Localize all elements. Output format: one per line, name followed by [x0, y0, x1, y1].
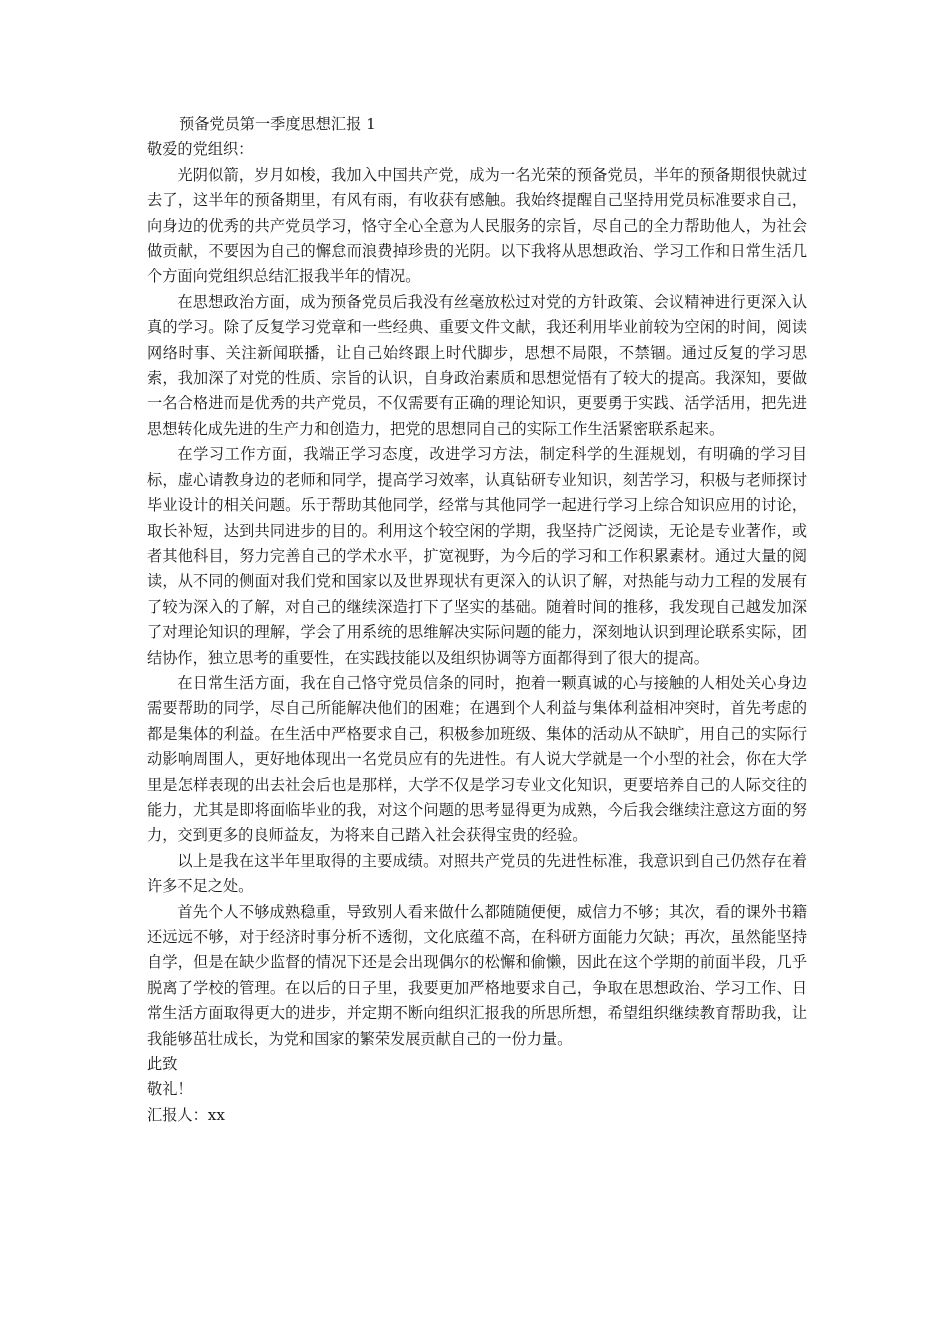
paragraph-shortcomings: 首先个人不够成熟稳重，导致别人看来做什么都随随便便，威信力不够；其次，看的课外书籍还远远不够，对于经济时事分析不透彻，文化底蕴不高，在科研方面能力欠缺；再次，虽然能坚持自学，但是在缺少监督的情况下还是会出现偶尔的松懈和偷懒，因此在这个学期的前面半段，几乎脱离了学校的管理。在以后的日子里，我要更加严格地要求自己，争取在思想政治、学习工作、日常生活方面取得更大的进步，并定期不断向组织汇报我的所思所想，希望组织继续教育帮助我，让我能够茁壮成长，为党和国家的繁荣发展贡献自己的一份力量。: [147, 902, 807, 1048]
signature: 汇报人：xx: [147, 1105, 225, 1124]
paragraph-daily-life: 在日常生活方面，我在自己恪守党员信条的同时，抱着一颗真诚的心与接触的人相处关心身边需要帮助的同学，尽自己所能解决他们的困难；在遇到个人利益与集体利益相冲突时，首先考虑的都是集体的利益。在生活中严格要求自己，积极参加班级、集体的活动从不缺旷，用自己的实际行动影响周围人，更好地体现出一名党员应有的先进性。有人说大学就是一个小型的社会，你在大学里是怎样表现的出去社会后也是那样，大学不仅是学习专业文化知识，更要培养自己的人际交往的能力，尤其是即将面临毕业的我，对这个问题的思考显得更为成熟，今后我会继续注意这方面的努力，交到更多的良师益友，为将来自己踏入社会获得宝贵的经验。: [147, 673, 807, 845]
document-page: [147, 112, 807, 1128]
paragraph-intro: 光阴似箭，岁月如梭，我加入中国共产党，成为一名光荣的预备党员，半年的预备期很快就过去了，这半年的预备期里，有风有雨，有收获有感触。我始终提醒自己坚持用党员标准要求自己，向身边的优秀的共产党员学习，恪守全心全意为人民服务的宗旨，尽自己的全力帮助他人，为社会做贡献，不要因为自己的懈怠而浪费掉珍贵的光阴。以下我将从思想政治、学习工作和日常生活几个方面向党组织总结汇报我半年的情况。: [147, 165, 807, 286]
salutation: 敬爱的党组织：: [147, 140, 254, 159]
closing-cizhi: 此致: [147, 1055, 178, 1074]
paragraph-summary: 以上是我在这半年里取得的主要成绩。对照共产党员的先进性标准，我意识到自己仍然存在着许多不足之处。: [147, 851, 807, 896]
paragraph-study-work: 在学习工作方面，我端正学习态度，改进学习方法，制定科学的生涯规划，有明确的学习目标，虚心请教身边的老师和同学，提高学习效率，认真钻研专业知识，刻苦学习，积极与老师探讨毕业设计的相关问题。乐于帮助其他同学，经常与其他同学一起进行学习上综合知识应用的讨论，取长补短，达到共同进步的目的。利用这个较空闲的学期，我坚持广泛阅读，无论是专业著作，或者其他科目，努力完善自己的学术水平，扩宽视野，为今后的学习和工作积累素材。通过大量的阅读，从不同的侧面对我们党和国家以及世界现状有更深入的认识了解，对热能与动力工程的发展有了较为深入的了解，对自己的继续深造打下了坚实的基础。随着时间的推移，我发现自己越发加深了对理论知识的理解，学会了用系统的思维解决实际问题的能力，深刻地认识到理论联系实际，团结协作，独立思考的重要性，在实践技能以及组织协调等方面都得到了很大的提高。: [147, 445, 807, 667]
closing-jingli: 敬礼！: [147, 1080, 193, 1099]
document-title: 预备党员第一季度思想汇报 1: [179, 115, 376, 133]
paragraph-political: 在思想政治方面，成为预备党员后我没有丝毫放松过对党的方针政策、会议精神进行更深入认真的学习。除了反复学习党章和一些经典、重要文件文献，我还利用毕业前较为空闲的时间，阅读网络时事、关注新闻联播，让自己始终跟上时代脚步，思想不局限，不禁锢。通过反复的学习思索，我加深了对党的性质、宗旨的认识，自身政治素质和思想觉悟有了较大的提高。我深知，要做一名合格进而是优秀的共产党员，不仅需要有正确的理论知识，更要勇于实践、活学活用，把先进思想转化成先进的生产力和创造力，把党的思想同自己的实际工作生活紧密联系起来。: [147, 292, 807, 438]
